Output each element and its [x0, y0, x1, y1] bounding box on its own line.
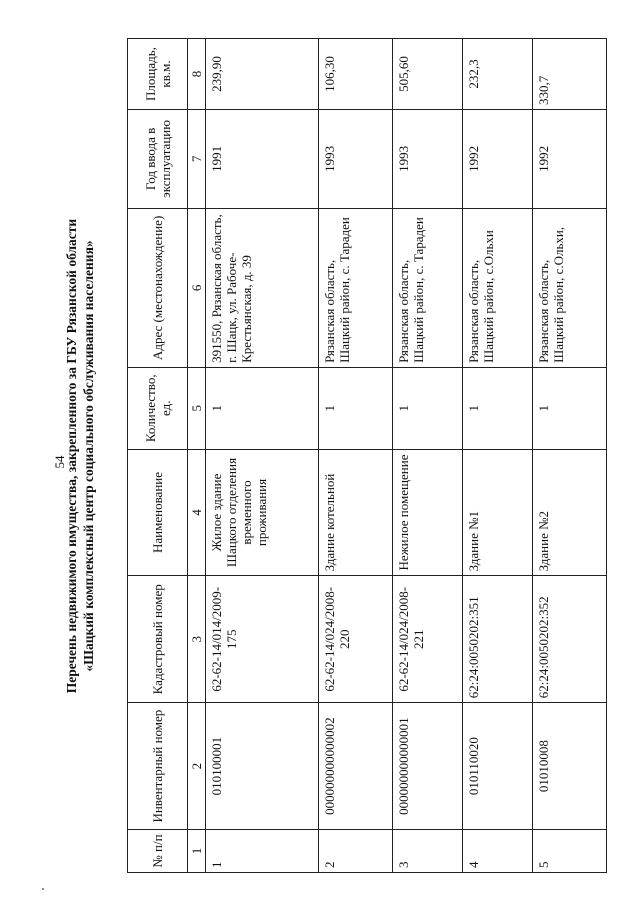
header-cell: Площадь, кв.м.: [128, 39, 188, 110]
scan-speck: [42, 888, 44, 890]
header-cell: Адрес (местонахождение): [128, 208, 188, 367]
column-number: 6: [188, 208, 206, 367]
column-number: 2: [188, 703, 206, 830]
quantity: 1: [392, 367, 462, 449]
property-table-wrapper: [127, 38, 607, 873]
property-name: Нежилое помещение: [392, 449, 462, 576]
header-cell: Инвентарный номер: [128, 703, 188, 830]
address: Рязанская область, Шацкий район, с. Тарадеи: [319, 208, 393, 367]
commissioning-year: 1993: [319, 109, 393, 208]
property-name: Здание котельной: [319, 449, 393, 576]
header-cell: № п/п: [128, 830, 188, 873]
property-name: Здание №2: [533, 449, 607, 576]
title-line-1: Перечень недвижимого имущества, закрепленного за ГБУ Рязанской области: [64, 218, 79, 694]
inventory-number: 010100001: [206, 703, 319, 830]
header-cell: Количество, ед.: [128, 367, 188, 449]
header-cell: Год ввода в эксплуатацию: [128, 109, 188, 208]
column-number: 4: [188, 449, 206, 576]
quantity: 1: [319, 367, 393, 449]
cadastral-number: 62-62-14/024/2008-221: [392, 576, 462, 703]
commissioning-year: 1991: [206, 109, 319, 208]
area: 505,60: [392, 39, 462, 110]
address: Рязанская область, Шацкий район, с. Тарадеи: [392, 208, 462, 367]
column-number: 7: [188, 109, 206, 208]
cadastral-number: 62-62-14/024/2008-220: [319, 576, 393, 703]
inventory-number: 000000000000002: [319, 703, 393, 830]
table-row: [319, 39, 393, 873]
inventory-number: 01010008: [533, 703, 607, 830]
address: Рязанская область, Шацкий район, с.Ольхи,: [533, 208, 607, 367]
quantity: 1: [533, 367, 607, 449]
table-row: [206, 39, 319, 873]
cadastral-number: 62:24:0050202:352: [533, 576, 607, 703]
row-number: 3: [392, 830, 462, 873]
header-cell: Наименование: [128, 449, 188, 576]
address: 391550, Рязанская область, г. Шацк, ул. Рабоче-Крестьянская, д. 39: [206, 208, 319, 367]
table-row: [463, 39, 533, 873]
table-header-row: [128, 39, 188, 873]
inventory-number: 000000000000001: [392, 703, 462, 830]
property-name: Здание №1: [463, 449, 533, 576]
table-row: [533, 39, 607, 873]
document-title: [63, 176, 97, 736]
area: 330,7: [533, 39, 607, 110]
row-number: 2: [319, 830, 393, 873]
area: 232,3: [463, 39, 533, 110]
column-number: 5: [188, 367, 206, 449]
quantity: 1: [463, 367, 533, 449]
row-number: 5: [533, 830, 607, 873]
cadastral-number: 62:24:0050202:351: [463, 576, 533, 703]
property-name: Жилое здание Шацкого отделения временного проживания: [206, 449, 319, 576]
area: 239,90: [206, 39, 319, 110]
header-cell: Кадастровый номер: [128, 576, 188, 703]
row-number: 4: [463, 830, 533, 873]
property-table: [127, 38, 607, 873]
inventory-number: 010110020: [463, 703, 533, 830]
column-number-row: [188, 39, 206, 873]
column-number: 1: [188, 830, 206, 873]
column-number: 8: [188, 39, 206, 110]
title-line-2: «Шацкий комплексный центр социального обслуживания населения»: [81, 240, 96, 672]
commissioning-year: 1992: [463, 109, 533, 208]
page-number: 54: [52, 455, 67, 469]
table-row: [392, 39, 462, 873]
address: Рязанская область, Шацкий район, с.Ольхи: [463, 208, 533, 367]
commissioning-year: 1992: [533, 109, 607, 208]
column-number: 3: [188, 576, 206, 703]
area: 106,30: [319, 39, 393, 110]
quantity: 1: [206, 367, 319, 449]
commissioning-year: 1993: [392, 109, 462, 208]
cadastral-number: 62-62-14/014/2009-175: [206, 576, 319, 703]
row-number: 1: [206, 830, 319, 873]
